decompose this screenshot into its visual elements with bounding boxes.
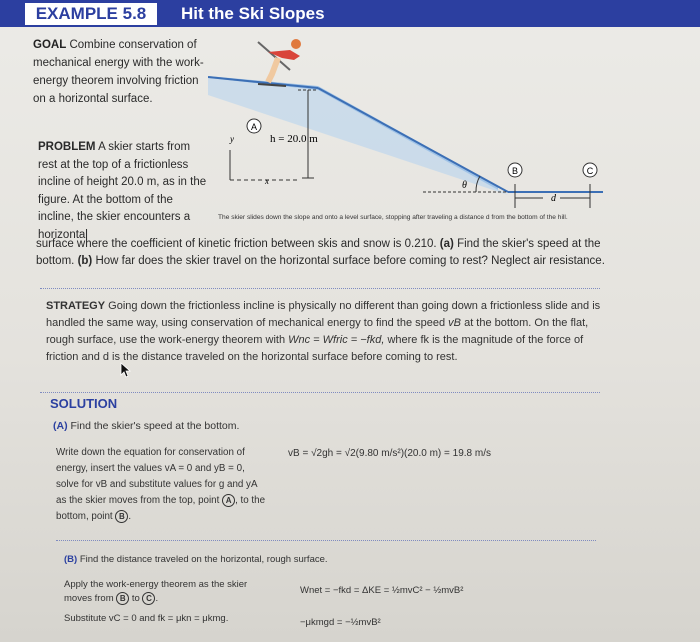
part-a-heading <box>53 420 239 432</box>
strategy-label: STRATEGY <box>46 300 106 312</box>
part-b-label: (B) <box>64 554 78 565</box>
problem-text-2: surface where the coefficient of kinetic friction between skis and snow is 0.210. <box>36 238 437 250</box>
goal-section <box>33 36 208 108</box>
part-a-text: Find the skier's speed at the bottom. <box>70 420 240 432</box>
example-label: EXAMPLE 5.8 <box>24 2 158 26</box>
figure-caption: The skier slides down the slope and onto a level surface, stopping after traveling a distance d from the bottom of the hill. <box>218 214 568 221</box>
mouse-cursor-icon <box>120 362 132 378</box>
example-title: Hit the Ski Slopes <box>181 4 325 23</box>
problem-label: PROBLEM <box>38 141 96 153</box>
section-divider <box>40 288 600 289</box>
goal-text: Combine conservation of mechanical energy with the work-energy theorem involving friction on a horizontal surface. <box>33 39 204 105</box>
theta-label: θ <box>462 180 467 191</box>
ski-slope-diagram <box>208 30 608 215</box>
problem-text-1: A skier starts from rest at the top of a frictionless incline of height 20.0 m, as in the figure. At the bottom of the incline, the skier encounters a horizontal <box>38 141 207 241</box>
distance-label: d <box>551 193 556 204</box>
y-axis-label: y <box>230 134 234 144</box>
solution-divider <box>40 392 600 393</box>
point-c-badge: C <box>142 592 155 605</box>
step-1-end: , to the bottom, point <box>56 495 266 522</box>
point-c-label: C <box>586 166 594 176</box>
strategy-eq: Wnc = Wfric = −fkd, <box>288 334 385 346</box>
strategy-text-3: where fk is the magnitude of the force of friction and d is the distance traveled on the horizontal surface before coming to rest. <box>46 334 584 363</box>
step-2-text: Apply the work-energy theorem as the skier moves from <box>64 579 248 605</box>
part-a-label: (A) <box>53 420 68 432</box>
point-b-badge-2: B <box>116 592 129 605</box>
question-a-text: Find the skier's speed at the bottom. <box>36 238 601 267</box>
solution-step-3: Substitute vC = 0 and fk = μkn = μkmg. <box>64 613 229 624</box>
part-divider <box>56 540 596 541</box>
strategy-text-1: Going down the frictionless incline is physically no different than going down a frictionless slide and is handled the same way, using conservation of mechanical energy to find the speed <box>46 300 601 329</box>
step-1-text: Write down the equation for conservation of energy, insert the values vA = 0 and yB = 0, solve for vB and substitute values for g and yA as the skier moves from the top, point <box>56 447 257 506</box>
point-a-badge: A <box>222 494 235 507</box>
solution-step-2: Apply the work-energy theorem as the skier moves from B to C . <box>64 579 248 605</box>
question-a-label: (a) <box>439 238 454 250</box>
step-2-mid: to <box>131 593 140 605</box>
point-b-badge: B <box>115 510 128 523</box>
height-label: h = 20.0 m <box>270 133 318 145</box>
skier-icon <box>258 39 301 86</box>
part-b-heading <box>64 554 328 565</box>
incline-body <box>208 78 508 195</box>
strategy-section <box>46 298 601 366</box>
equation-3: −μkmgd = −½mvB² <box>300 617 381 628</box>
question-b-text: How far does the skier travel on the horizontal surface before coming to rest? Neglect air resistance. <box>95 255 605 267</box>
solution-step-1: Write down the equation for conservation of energy, insert the values vA = 0 and yB = 0, solve for vB and substitute values for g and yA as the skier moves from the top, point A , to the bottom, point B . <box>56 447 266 522</box>
equation-2: Wnet = −fkd = ΔKE = ½mvC² − ½mvB² <box>300 585 464 596</box>
equation-1: vB = √2gh = √2(9.80 m/s²)(20.0 m) = 19.8 m/s <box>288 448 492 459</box>
x-axis-label: x <box>265 176 269 186</box>
solution-title: SOLUTION <box>50 396 118 411</box>
point-a-label: A <box>250 122 258 132</box>
example-header <box>0 0 700 27</box>
point-b-label: B <box>511 166 519 176</box>
part-b-text: Find the distance traveled on the horizontal, rough surface. <box>79 554 328 565</box>
strategy-text-2: at the bottom. On the flat, rough surface, use the work-energy theorem with <box>46 317 589 346</box>
problem-continued <box>36 236 606 270</box>
problem-section <box>38 139 208 244</box>
question-b-label: (b) <box>77 255 93 267</box>
goal-label: GOAL <box>33 39 67 51</box>
strategy-vb: vB <box>448 317 462 329</box>
ski-slope-figure <box>208 30 608 220</box>
